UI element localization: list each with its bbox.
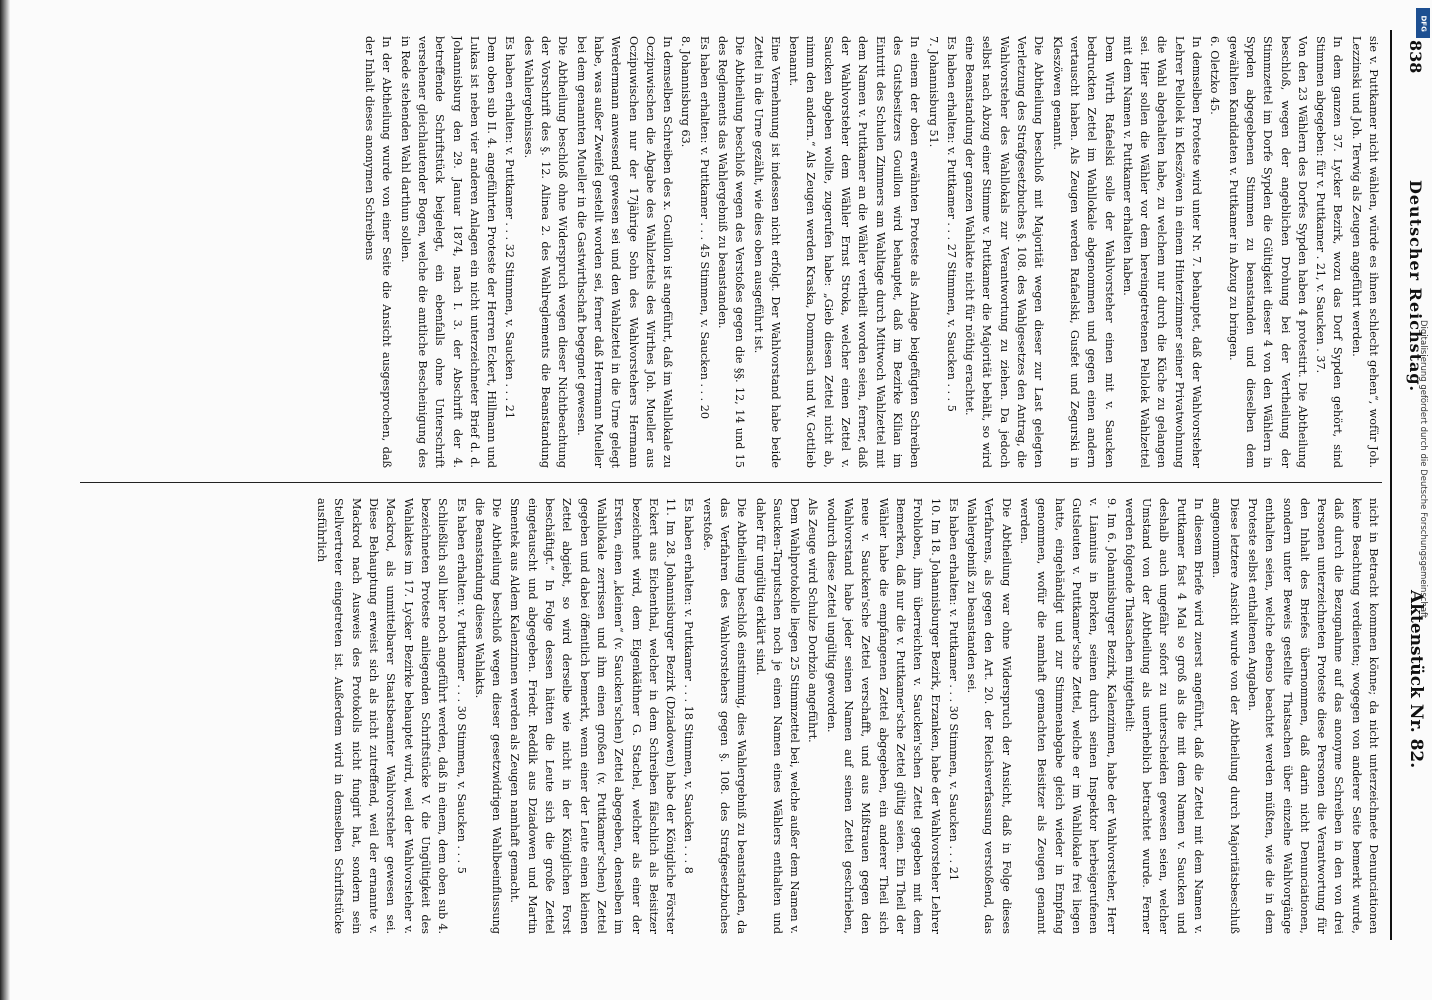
left-column-paragraph: Es haben erhalten: v. Puttkamer . . . 27 Stimmen, v. Saucken . . . 5 <box>944 36 958 412</box>
right-column-paragraph: Die Abtheilung beschloß wegen dieser gesetzwidrigen Wahlbeeinflussung die Beanstandung dieses Wahlakts. <box>472 498 504 934</box>
right-column-paragraph: Die Abtheilung beschloß einstimmig, dies Wahlergebniß zu beanstanden, da das Verfahren des Wahlvorstehers gegen §. 108. des Strafgesetzbuches verstoße. <box>700 498 749 934</box>
rotated-page-content <box>70 30 1432 940</box>
left-column-paragraph: In demselben Schreiben des x. Gouillon ist angeführt, daß im Wahllokale zu Oczipuwischen die Abgabe des Wahlzettels des Wirthes Joh. Mueller aus Oczipuwischen nur der 17jährige Sohn des Wahlvorstehers Hermann Werdermann anwesend gewesen sei und den Wahlzettel in die Urne gelegt habe, was außer Zweifel gestellt worden sei, ferner daß Herrmann Mueller bei dem genannten Mueller in die Gastwirthschaft begegnet gewesen. <box>574 36 675 468</box>
right-column-paragraph: Diese letztere Ansicht wurde von der Abtheilung durch Majoritätsbeschluß angenommen. <box>1210 498 1241 934</box>
right-column-paragraph: Es haben erhalten: v. Puttkamer . . . 18 Stimmen, v. Saucken . . . 8 <box>682 498 696 874</box>
right-column-paragraph: 9. Im 6. Johannisburger Bezirk, Kalenzinnen, habe der Wahlvorsteher, Herr v. Liannius in Borken, seinen durch seinen Inspektor herbeigerufenen Gutsleuten v. Puttkamer'sche Zettel, welche er im Wahllokale frei liegen hatte, eingehändigt und zur Stimmenabgabe gleich wieder in Empfang genommen, wofür die namhaft gemachten Beisitzer als Zeugen genannt werden. <box>1018 498 1118 934</box>
right-column-paragraph: Es haben erhalten: v. Puttkamer . . . 30 Stimmen, v. Saucken . . . 21 <box>946 498 960 882</box>
left-column-paragraph: Dem Wirth Rafaelski solle der Wahlvorsteher einen mit v. Saucken bedruckten Zettel im Wahllokale abgenommen und gegen einen andern vertauscht haben. Als Zeugen werden Rafaelski, Gusfet und Zegurski in Kleszöwen genannt. <box>1050 36 1116 468</box>
right-column-paragraph: Dem Wahlprotokolle liegen 25 Stimmzettel bei, welche außer dem Namen v. Saucken-Tarputschen noch je einen Namen eines Wählers enthalten und daher für ungültig erklärt sind. <box>753 498 802 934</box>
right-column-paragraph: Es haben erhalten: v. Puttkamer . . . 30 Stimmen, v. Saucken . . . 5 <box>454 498 468 874</box>
digitization-note <box>1416 320 1428 980</box>
right-column-paragraph: nicht in Betracht kommen könne; da nicht unterzeichnete Denunciationen keine Beachtung verdienten; wogegen von anderer Seite bemerkt wurde, daß durch die Bezugnahme auf das anonyme Schreiben in den von drei Personen unterzeichneten Proteste diese Personen die Verantwortung für den Inhalt des Briefes übernommen, daß darin nicht Denunciationen, sondern unter Beweis gestellte Thatsachen über einzelne Wahlvorgänge enthalten seien, welche ebenso beachtet werden müßten, wie die in dem Proteste selbst enthaltenen Angaben. <box>1245 498 1380 934</box>
document-number: Aktenstück Nr. 82. <box>1406 590 1426 769</box>
scan-edge-shadow <box>0 0 10 1000</box>
left-column-paragraph: Die Abtheilung beschloß mit Majorität wegen dieser zur Last gelegten Verletzung des Strafgesetzbuches §. 108. des Wahlgesetzes den Antrag, die Wahlvorsteher des Wahllokals zur Verantwortung zu ziehen. Da jedoch selbst nach Abzug einer Stimme v. Puttkamer die Majorität behält, so wird eine Beanstandung der ganzen Wahlakte nicht für nöthig erachtet. <box>963 36 1046 468</box>
column-separator <box>80 482 1382 483</box>
right-column-paragraph: 11. Im 28. Johannisburger Bezirk (Dziadowen) habe der Königliche Förster Eckert aus Eichenthal, welcher in dem Schreiben fälschlich als Beisitzer bezeichnet wird, dem Eigenkäthner G. Stachel, welcher als einer der Ersten, einen „kleinen“ (v. Saucken'schen) Zettel abgegeben, denselben im Wahllokale zerrissen und ihm einen großen (v. Puttkamer'schen) Zettel gegeben und dabei öffentlich bemerkt, wenn einer der Leute einen kleinen Zettel abgiebt, so wird derselbe wie nicht in der Königlichen Forst beschäftigt.“ In Folge dessen hätten die Leute sich die große Zettel eingetauscht und abgegeben. Friedr. Reddik aus Dziadowen und Martin Smentek aus Aldem Kalenzinnen werden als Zeugen namhaft gemacht. <box>508 498 678 934</box>
left-column-paragraph: In einem der oben erwähnten Proteste als Anlage beigefügten Schreiben des Gutsbesitzers Gouillon wird behauptet, daß im Bezirke Kilian im Eintritt des Schulen Zimmers am Wahltage durch Mittwoch Wahlzettel mit dem Namen v. Puttkamer an die Wähler vertheilt worden seien, ferner, daß der Wahlvorsteher dem Wähler Ernst Stroka, welcher einen Zettel v. Saucken abgeben wollte, zugerufen habe: „Gieb diesen Zettel nicht ab, nimm den andern.“ Als Zeugen werden Kraska, Dommasch und W. Gottlieb benannt. <box>787 36 922 468</box>
left-column-paragraph: Von den 23 Wählern des Dorfes Sypden haben 4 protestirt. Die Abtheilung beschloß, wegen der angeblichen Drohung bei der Vertheilung der Stimmzettel im Dorfe Sypden die Gültigkeit dieser 4 von den Wählern in Sypden abgegebenen Stimmen zu beanstanden und dieselben dem gewählten Kandidaten v. Puttkamer in Abzug zu bringen. <box>1226 36 1309 468</box>
right-column-paragraph: 10. Im 18. Johannisburger Bezirk, Erzanken, habe der Wahlvorsteher Lehrer Frohloben, ihm überreichten v. Saucken'schen Zettel gegeben mit dem Bemerken, daß nur die v. Puttkamer'sche Zettel gültig seien. Ein Theil der Wähler habe die empfangenen Zettel abgegeben, ein anderer Theil sich neue v. Saucken'sche Zettel verschafft, und aus Mißtrauen gegen den Wahlvorstand habe jeder seinen Namen auf seinen Zettel geschrieben, wodurch diese Zettel ungültig geworden. <box>824 498 942 934</box>
dfg-logo <box>1416 8 1430 38</box>
left-column-paragraph: 8. Johannisburg 63. <box>679 36 693 148</box>
left-column-paragraph: Es haben erhalten: v. Puttkamer . . . 45 Stimmen, v. Saucken . . . 20 <box>697 36 711 420</box>
right-column-paragraph: Die Abtheilung war ohne Widerspruch der Ansicht, daß in Folge dieses Verfahrens, als gegen den Art. 20. der Reichsverfassung verstoßend, das Wahlergebniß zu beanstanden sei. <box>965 498 1013 934</box>
right-column-paragraph: Schließlich soll hier noch angeführt werden, daß in einem, dem oben sub 4. bezeichneten Proteste anliegenden Schriftstücke V. die Ungültigkeit des Wahlaktes im 17. Lycker Bezirke behauptet wird, weil der Wahlvorsteher v. Mackrod, als unmittelbarer Staatsbeamter Wahlvorsteher gewesen sei. Diese Behauptung erweist sich als nicht zutreffend, weil der ernannte v. Mackrod nach Ausweis des Protokolls nicht fungirt hat, sondern sein Stellvertreter eingetreten ist. Außerdem wird in demselben Schriftstücke ausführlich <box>315 498 450 934</box>
left-column-paragraph: In der Abtheilung wurde von einer Seite die Ansicht ausgesprochen, daß der Inhalt dieses anonymen Schreibens <box>363 36 394 468</box>
left-column-paragraph: Die Abtheilung beschloß wegen des Verstoßes gegen die §§. 12, 14 und 15 des Reglements das Wahlergebniß zu beanstanden. <box>716 36 747 468</box>
digitization-note-text: Digitalisierung gefördert durch die Deutsche Forschungsgemeinschaft <box>1418 320 1428 619</box>
right-column-paragraph: In diesem Briefe wird zuerst angeführt, daß die Zettel mit dem Namen v. Puttkamer fast 4 Mal so groß als die mit dem Namen v. Saucken und deshalb auch ungefähr sofort zu unterscheiden gewesen seien, welcher Umstand von der Abtheilung als unerheblich betrachtet wurde. Ferner werden folgende Thatsachen mitgetheilt: <box>1122 498 1206 934</box>
left-column-paragraph: Eine Vernehmung ist indessen nicht erfolgt. Der Wahlvorstand habe beide Zettel in die Urne gezählt, wie dies oben ausgeführt ist. <box>751 36 782 468</box>
left-column-paragraph: Dem oben sub II. 4. angeführten Proteste der Herren Eckert, Hillmann und Lukas ist neben vier anderen Anlagen ein nicht unterzeichneter Brief d. d. Johannisburg den 29. Januar 1874, nach I. 3. der Abschrift der 4. betreffende Schriftstück beigelegt, ein ebenfalls ohne Unterschrift versehener gleichlautender Bogen, welche die amtliche Bescheinigung des in Rede stehenden Wahl darthun sollen. <box>398 36 499 468</box>
left-column-paragraph: Die Abtheilung beschloß ohne Widerspruch wegen dieser Nichtbeachtung der Vorschrift des §. 12. Alinea 2. des Wahlreglements die Beanstandung des Wahlergebnisses. <box>521 36 570 468</box>
left-column <box>76 36 1382 468</box>
right-column-paragraph: Als Zeuge wird Schulze Dorbzio angeführt. <box>806 498 820 743</box>
left-column-paragraph: sie v. Puttkamer nicht wählen, würde es ihnen schlecht gehen“, wofür Joh. Lezzinski und Joh. Terwig als Zeugen angeführt werden. <box>1349 36 1380 468</box>
left-column-paragraph: In demselben Proteste wird unter Nr. 7. behauptet, daß der Wahlvorsteher Lehrer Pellolek in Kleszöwen in einem Hinterzimmer seiner Privatwohnung die Wahl abgehalten habe, zu welchem nur durch die Küche zu gelangen sei. Hier sollen die Wähler vor dem hereingetretenen Pellolek Wahlzettel mit dem Namen v. Puttkamer erhalten haben. <box>1120 36 1204 468</box>
left-column-paragraph: In dem ganzen 37. Lycker Bezirk, wozu das Dorf Sypden gehört, sind Stimmen abgegeben: für v. Puttkamer . 21, v. Saucken . 37. <box>1314 36 1345 468</box>
page-number: 838 <box>1406 40 1425 74</box>
dfg-logo-text: DFG <box>1419 15 1428 32</box>
left-column-paragraph: Es haben erhalten: v. Puttkamer . . . 32 Stimmen, v. Saucken . . . 21 <box>503 36 517 420</box>
left-column-paragraph: 7. Johannisburg 51. <box>926 36 940 148</box>
header-rule <box>1390 30 1392 940</box>
publication-title: Deutscher Reichstag. <box>1406 180 1425 393</box>
right-column <box>76 498 1382 934</box>
left-column-paragraph: 6. Oletzko 45. <box>1208 36 1222 115</box>
